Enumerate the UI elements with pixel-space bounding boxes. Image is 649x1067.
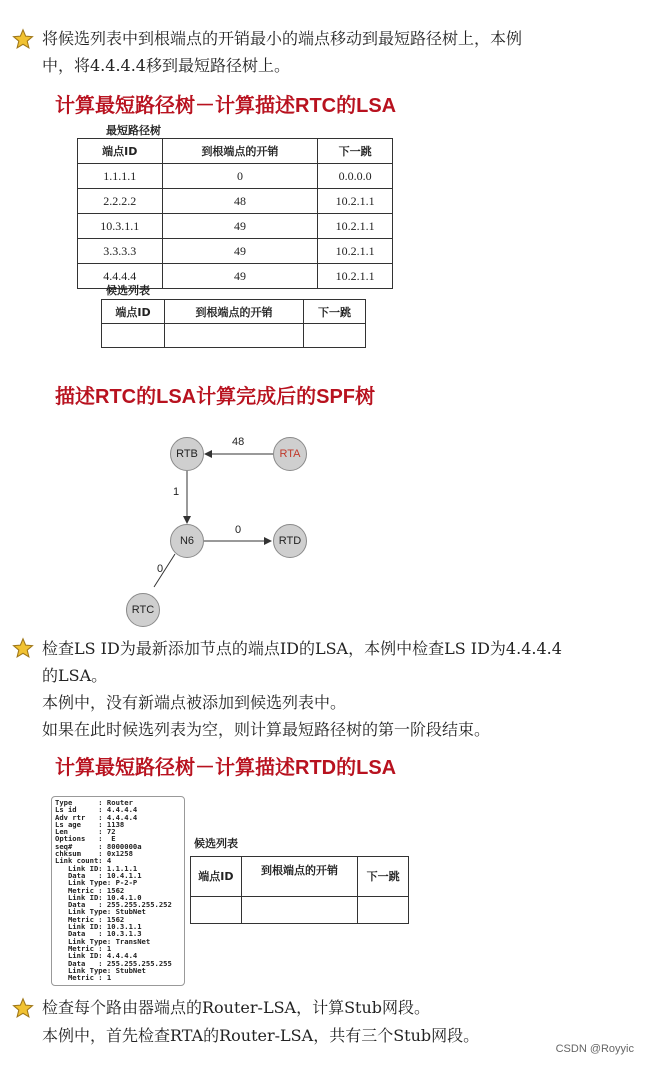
column-header: 到根端点的开销 <box>241 857 357 897</box>
paragraph-line: 的LSA。 <box>42 666 108 685</box>
table-row <box>78 164 393 189</box>
table-row <box>78 239 393 264</box>
lsa-line: chksum : 0x1258 <box>55 849 133 859</box>
table-row <box>78 189 393 214</box>
lsa-line: Link ID: 4.4.4.4 <box>55 951 138 961</box>
column-header: 到根端点的开销 <box>162 139 318 164</box>
star-bullet-icon <box>12 997 34 1019</box>
lsa-line: Data : 10.4.1.1 <box>55 870 142 880</box>
column-header: 端点ID <box>191 857 242 897</box>
lsa-line: Len : 72 <box>55 827 116 837</box>
node-rta: RTA <box>273 437 307 471</box>
table-cell <box>165 324 304 348</box>
section-heading: 描述RTC的LSA计算完成后的SPF树 <box>55 386 375 408</box>
table-cell: 48 <box>162 189 318 214</box>
section-heading: 计算最短路径树－计算描述RTC的LSA <box>55 95 397 117</box>
lsa-line: Metric : 1562 <box>55 914 125 924</box>
lsa-line: Link Type: TransNet <box>55 936 151 946</box>
table-cell: 0.0.0.0 <box>318 164 393 189</box>
table-cell <box>191 897 242 924</box>
table-cell: 10.3.1.1 <box>78 214 163 239</box>
table-cell: 49 <box>162 214 318 239</box>
column-header: 下一跳 <box>304 300 366 324</box>
paragraph-line: 本例中，首先检查RTA的Router-LSA，共有三个Stub网段。 <box>42 1026 480 1045</box>
table-cell <box>304 324 366 348</box>
lsa-line: Link ID: 10.4.1.0 <box>55 892 142 902</box>
paragraph-line: 检查每个路由器端点的Router-LSA，计算Stub网段。 <box>42 998 431 1017</box>
table-cell: 49 <box>162 264 318 289</box>
table-cell: 4.4.4.4 <box>78 264 163 289</box>
lsa-line: Data : 255.255.255.252 <box>55 900 172 910</box>
paragraph-line: 将候选列表中到根端点的开销最小的端点移动到最短路径树上，本例 <box>42 29 523 48</box>
node-rtc: RTC <box>126 593 160 627</box>
table-caption: 候选列表 <box>106 284 150 297</box>
lsa-line: Data : 255.255.255.255 <box>55 958 172 968</box>
table-row <box>78 214 393 239</box>
lsa-line: Link ID: 10.3.1.1 <box>55 922 142 932</box>
node-n6: N6 <box>170 524 204 558</box>
paragraph-line: 如果在此时候选列表为空，则计算最短路径树的第一阶段结束。 <box>42 720 491 739</box>
edge-label: 0 <box>157 563 164 575</box>
lsa-line: Metric : 1 <box>55 943 112 953</box>
table-row <box>102 324 366 348</box>
table-cell <box>102 324 165 348</box>
column-header: 下一跳 <box>318 139 393 164</box>
candidate-list-table-2 <box>190 856 409 924</box>
table-caption: 候选列表 <box>194 837 238 850</box>
star-bullet-icon <box>12 28 34 50</box>
table-cell: 10.2.1.1 <box>318 189 393 214</box>
table-cell: 10.2.1.1 <box>318 264 393 289</box>
paragraph-line: 中，将4.4.4.4移到最短路径树上。 <box>42 56 290 75</box>
lsa-line: Link ID: 1.1.1.1 <box>55 863 138 873</box>
node-rtd: RTD <box>273 524 307 558</box>
lsa-line: Type : Router <box>55 798 133 807</box>
table-row <box>191 897 409 924</box>
lsa-line: Data : 10.3.1.3 <box>55 929 142 939</box>
lsa-line: seq# : 8000000a <box>55 841 142 851</box>
table-cell <box>358 897 409 924</box>
lsa-line: Link Type: StubNet <box>55 907 146 917</box>
table-cell: 2.2.2.2 <box>78 189 163 214</box>
node-rtb: RTB <box>170 437 204 471</box>
table-cell: 10.2.1.1 <box>318 214 393 239</box>
section-heading: 计算最短路径树－计算描述RTD的LSA <box>55 757 397 779</box>
watermark: CSDN @Royyic <box>555 1043 634 1055</box>
table-cell: 1.1.1.1 <box>78 164 163 189</box>
paragraph-line: 检查LS ID为最新添加节点的端点ID的LSA，本例中检查LS ID为4.4.4.4 <box>42 639 562 658</box>
router-lsa-box <box>51 796 185 986</box>
lsa-line: Link count: 4 <box>55 856 112 866</box>
table-cell: 0 <box>162 164 318 189</box>
table-caption: 最短路径树 <box>106 124 161 137</box>
lsa-line: Link Type: P-2-P <box>55 878 138 888</box>
edge-label: 1 <box>173 486 180 498</box>
column-header: 端点ID <box>102 300 165 324</box>
table-cell: 10.2.1.1 <box>318 239 393 264</box>
lsa-line: Metric : 1562 <box>55 885 125 895</box>
table-cell: 49 <box>162 239 318 264</box>
lsa-line: Link Type: StubNet <box>55 965 146 975</box>
lsa-line: Adv rtr : 4.4.4.4 <box>55 812 138 822</box>
spf-tree-edges <box>0 420 649 630</box>
edge-label: 48 <box>232 436 245 448</box>
lsa-line: Ls age : 1138 <box>55 819 125 829</box>
edge-label: 0 <box>235 524 242 536</box>
column-header: 到根端点的开销 <box>165 300 304 324</box>
paragraph-line: 本例中，没有新端点被添加到候选列表中。 <box>42 693 347 712</box>
star-bullet-icon <box>12 637 34 659</box>
table-cell: 3.3.3.3 <box>78 239 163 264</box>
candidate-list-table <box>101 299 366 348</box>
lsa-line: Options : E <box>55 834 116 844</box>
table-cell <box>241 897 357 924</box>
column-header: 下一跳 <box>358 857 409 897</box>
shortest-path-tree-table <box>77 138 393 289</box>
lsa-line: Metric : 1 <box>55 973 112 983</box>
lsa-line: Ls id : 4.4.4.4 <box>55 805 138 815</box>
column-header: 端点ID <box>78 139 163 164</box>
